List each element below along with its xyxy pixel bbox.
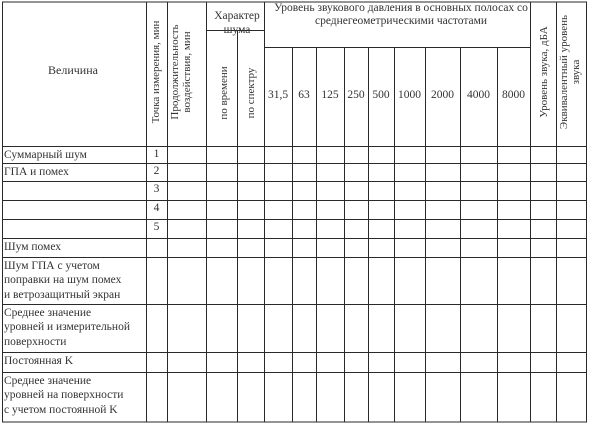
row-label: Шум помех	[4, 241, 62, 253]
row-label: Постоянная K	[4, 355, 74, 367]
header-equivalent-level: Эквивалентный уровень звука	[558, 14, 583, 130]
row-point: 2	[153, 165, 160, 177]
row-label: Шум ГПА с учетом поправки на шум помех и ветрозащитный экран	[4, 260, 122, 301]
header-quantity: Величина	[48, 63, 98, 77]
freq-label: 2000	[431, 89, 454, 101]
row-label: ГПА и помех	[4, 166, 69, 178]
row-point: 3	[153, 183, 160, 195]
row-label: Суммарный шум	[4, 149, 87, 161]
freq-label: 125	[321, 89, 339, 101]
row-point: 4	[153, 202, 160, 214]
header-band-title: Уровень звукового давления в основных полосах со среднегеометрическими частотами	[274, 2, 528, 27]
freq-label: 31,5	[267, 89, 289, 101]
header-by-spectrum: по спектру	[245, 67, 257, 119]
freq-label: 8000	[502, 89, 525, 101]
freq-label: 4000	[467, 89, 490, 101]
header-duration: Продолжительность воздействия, мин	[169, 24, 194, 120]
header-noise-character: Характер шума	[214, 10, 260, 36]
freq-label: 500	[372, 89, 390, 101]
header-point: Точка измерения, мин	[150, 20, 162, 124]
row-label: Среднее значение уровней на поверхности с учетом постоянной K	[4, 375, 124, 416]
row-point: 5	[153, 221, 160, 233]
freq-label: 1000	[398, 89, 421, 101]
header-by-time: по времени	[218, 66, 230, 120]
row-point: 1	[153, 148, 160, 160]
freq-label: 63	[298, 89, 310, 101]
row-label: Среднее значение уровней и измерительной поверхности	[4, 307, 130, 348]
header-level-dba: Уровень звука, дБА	[538, 26, 550, 118]
freq-label: 250	[347, 89, 365, 101]
